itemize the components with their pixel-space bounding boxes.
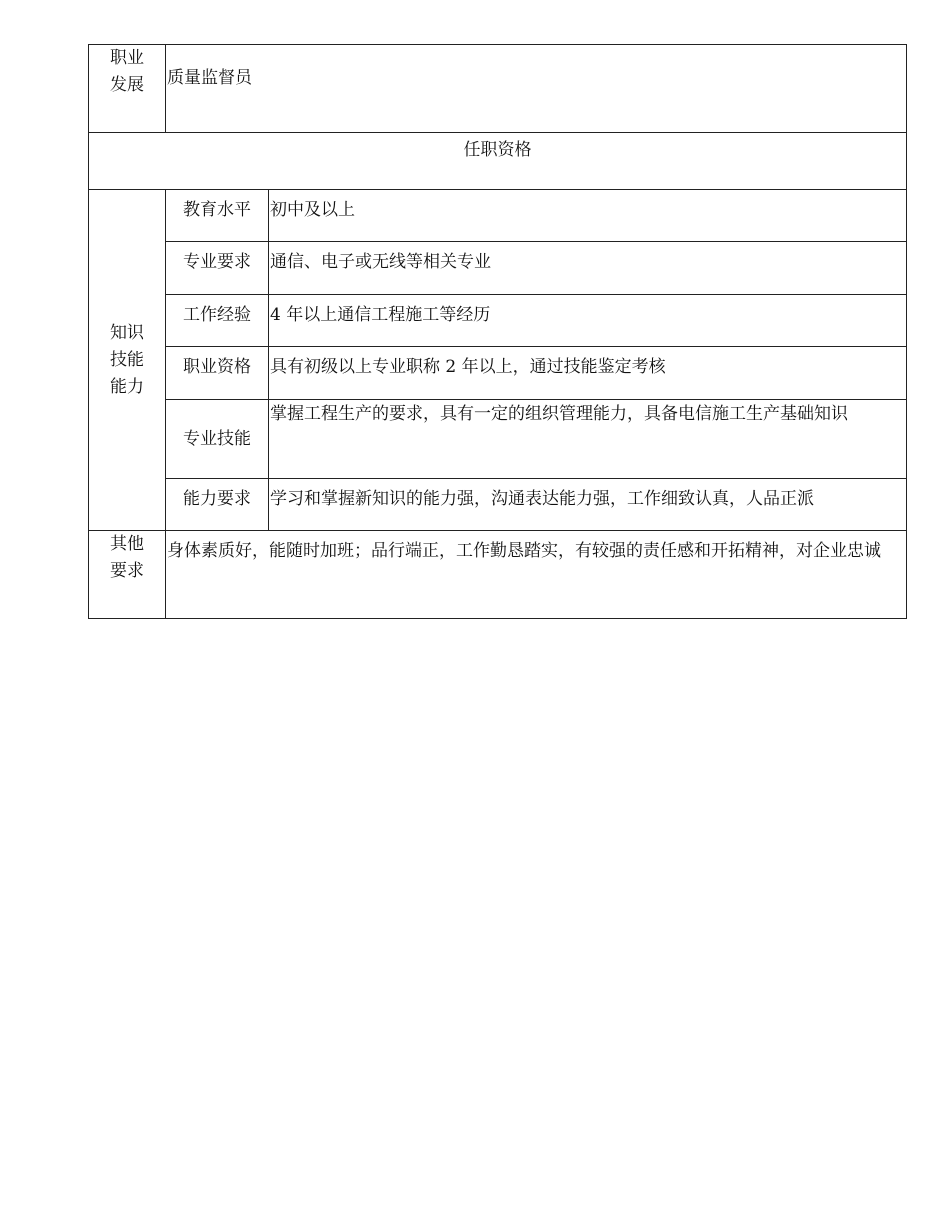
education-label: 教育水平 — [166, 190, 269, 242]
knowledge-skill-label: 知识技能能力 — [110, 322, 144, 397]
qualification-row — [89, 347, 907, 400]
experience-label: 工作经验 — [166, 295, 269, 347]
other-requirements-row — [89, 531, 907, 619]
other-value: 身体素质好，能随时加班；品行端正，工作勤恳踏实，有较强的责任感和开拓精神，对企业忠诚 — [166, 531, 907, 619]
ability-label: 能力要求 — [166, 479, 269, 531]
skills-label: 专业技能 — [166, 400, 269, 479]
major-label: 专业要求 — [166, 242, 269, 295]
education-value: 初中及以上 — [269, 190, 907, 242]
career-label-cell — [89, 45, 166, 133]
qualifications-header-row — [89, 133, 907, 190]
qualification-row — [89, 295, 907, 347]
other-label-cell — [89, 531, 166, 619]
other-label: 其他要求 — [110, 534, 144, 581]
skills-value: 掌握工程生产的要求，具有一定的组织管理能力，具备电信施工生产基础知识 — [269, 400, 907, 479]
experience-value: 4 年以上通信工程施工等经历 — [269, 295, 907, 347]
qualification-row — [89, 479, 907, 531]
qualifications-header: 任职资格 — [89, 133, 907, 190]
ability-value: 学习和掌握新知识的能力强，沟通表达能力强，工作细致认真，人品正派 — [269, 479, 907, 531]
job-description-table — [88, 44, 907, 619]
qualification-row — [89, 190, 907, 242]
major-value: 通信、电子或无线等相关专业 — [269, 242, 907, 295]
knowledge-skill-label-cell — [89, 190, 166, 531]
career-value: 质量监督员 — [166, 45, 907, 133]
certification-value: 具有初级以上专业职称 2 年以上，通过技能鉴定考核 — [269, 347, 907, 400]
career-label: 职业发展 — [110, 48, 144, 95]
qualification-row — [89, 400, 907, 479]
certification-label: 职业资格 — [166, 347, 269, 400]
career-row — [89, 45, 907, 133]
qualification-row — [89, 242, 907, 295]
